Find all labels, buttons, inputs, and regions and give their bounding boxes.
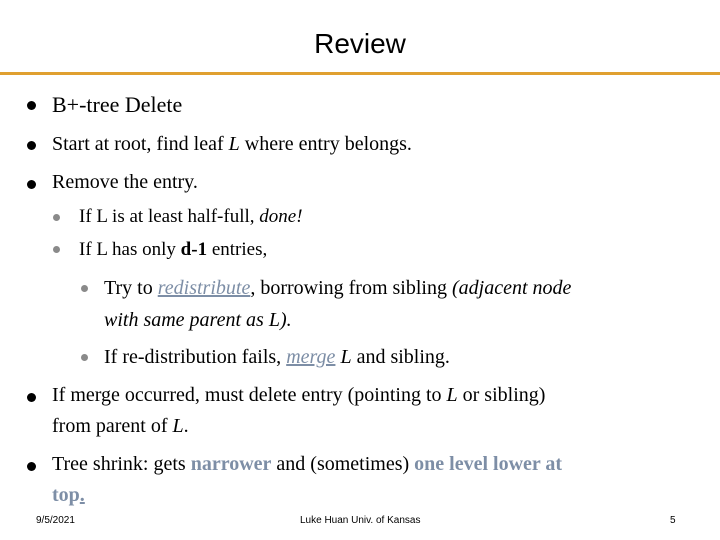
text-segment: Try to — [104, 277, 158, 299]
done-text: done! — [259, 206, 303, 227]
text-segment: . — [79, 484, 85, 506]
text-segment: If re-distribution fails, — [104, 346, 287, 368]
variable-l: L — [446, 384, 458, 406]
top-highlight: top — [52, 484, 80, 506]
text-segment: and (sometimes) — [271, 453, 415, 475]
text-segment: . — [183, 415, 189, 437]
sub-sub-bullet-merge — [104, 346, 450, 369]
bullet-remove-entry: Remove the entry. — [52, 171, 198, 193]
bullet-icon — [27, 462, 36, 471]
merge-keyword: merge — [286, 346, 336, 368]
text-segment: Tree shrink: gets — [52, 453, 191, 475]
bullet-icon — [27, 180, 36, 189]
slide-title: Review — [314, 28, 406, 59]
sub-sub-bullet-redistribute — [104, 277, 571, 300]
narrower-highlight: narrower — [190, 453, 272, 475]
text-segment: or sibling) — [457, 384, 546, 406]
sub-sub-bullet-icon — [81, 354, 88, 361]
variable-l: L — [172, 415, 184, 437]
text-segment: from parent of — [52, 415, 173, 437]
variable-l: L — [228, 133, 240, 155]
bullet-merge-occurred-cont — [52, 415, 189, 438]
sub-bullet-d-minus-1 — [79, 239, 267, 261]
sub-sub-bullet-redistribute-cont: with same parent as L). — [104, 309, 292, 331]
bullet-start-at-root — [52, 133, 412, 156]
bullet-tree-shrink-cont — [52, 484, 85, 507]
footer-page-number: 5 — [670, 515, 676, 526]
text-segment: and sibling. — [351, 346, 450, 368]
text-segment: , borrowing from sibling — [250, 277, 452, 299]
bullet-icon — [27, 101, 36, 110]
text-segment: If merge occurred, must delete entry (pointing to — [52, 384, 447, 406]
sub-bullet-half-full — [79, 206, 303, 228]
text-segment: Start at root, find leaf — [52, 133, 229, 155]
one-level-lower-highlight: one level lower at — [414, 453, 563, 475]
bullet-icon — [27, 393, 36, 402]
text-segment: entries, — [207, 239, 268, 260]
bullet-icon — [27, 141, 36, 150]
variable-l: L — [340, 346, 352, 368]
text-segment: where entry belongs. — [239, 133, 412, 155]
footer-author: Luke Huan Univ. of Kansas — [300, 515, 421, 526]
bullet-merge-occurred — [52, 384, 545, 407]
sub-sub-bullet-icon — [81, 285, 88, 292]
text-segment: If L has only — [79, 239, 181, 260]
text-segment: (adjacent node — [451, 277, 572, 299]
bullet-b-tree-delete: B+-tree Delete — [52, 92, 183, 117]
sub-bullet-icon — [53, 246, 60, 253]
footer-date: 9/5/2021 — [36, 515, 75, 526]
redistribute-keyword: redistribute — [157, 277, 251, 299]
sub-bullet-icon — [53, 214, 60, 221]
bullet-tree-shrink — [52, 453, 562, 476]
title-divider — [0, 72, 720, 75]
d-minus-1: d-1 — [180, 239, 208, 260]
text-segment: If L is at least half-full, — [79, 206, 260, 227]
